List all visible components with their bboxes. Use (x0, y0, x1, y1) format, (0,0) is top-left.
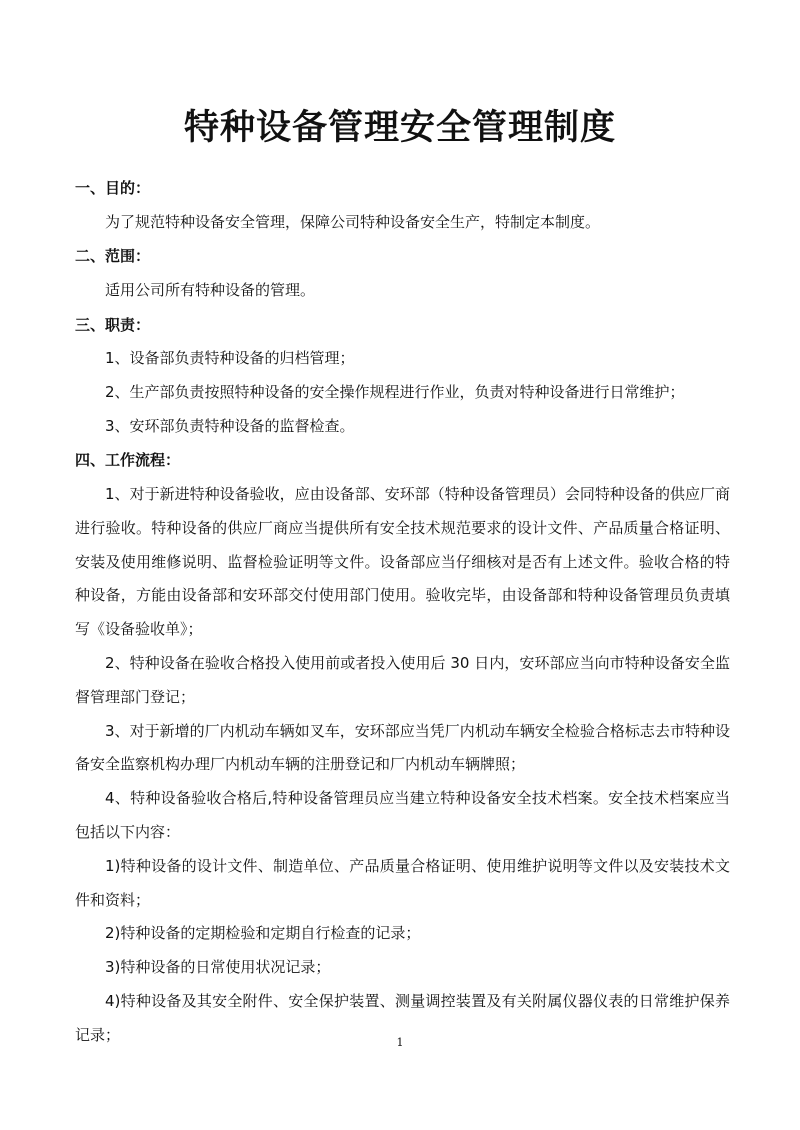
paragraph: 3、对于新增的厂内机动车辆如叉车，安环部应当凭厂内机动车辆安全检验合格标志去市特种设备安全监察机构办理厂内机动车辆的注册登记和厂内机动车辆牌照； (75, 721, 730, 774)
paragraph: 2、生产部负责按照特种设备的安全操作规程进行作业，负责对特种设备进行日常维护； (105, 382, 685, 401)
paragraph: 1)特种设备的设计文件、制造单位、产品质量合格证明、使用维护说明等文件以及安装技术文件和资料； (75, 856, 730, 909)
document-body (75, 171, 730, 1053)
paragraph: 4、特种设备验收合格后,特种设备管理员应当建立特种设备安全技术档案。安全技术档案应当包括以下内容： (75, 789, 730, 841)
paragraph: 2、特种设备在验收合格投入使用前或者投入使用后 30 日内，安环部应当向市特种设备安全监督管理部门登记； (75, 653, 730, 706)
paragraph: 3)特种设备的日常使用状况记录； (105, 958, 331, 977)
paragraph: 4)特种设备及其安全附件、安全保护装置、测量调控装置及有关附属仪器仪表的日常维护保养记录； (75, 991, 730, 1044)
section-heading-responsibilities: 三、职责： (75, 315, 151, 334)
paragraph: 1、设备部负责特种设备的归档管理； (105, 349, 355, 368)
document-title: 特种设备管理安全管理制度 (183, 108, 616, 148)
section-heading-workflow: 四、工作流程： (75, 451, 181, 470)
section-heading-purpose: 一、目的： (75, 179, 151, 197)
paragraph: 2)特种设备的定期检验和定期自行检查的记录； (105, 924, 421, 943)
paragraph: 适用公司所有特种设备的管理。 (105, 280, 316, 299)
paragraph: 为了规范特种设备安全管理，保障公司特种设备安全生产，特制定本制度。 (105, 212, 601, 231)
paragraph: 3、安环部负责特种设备的监督检查。 (105, 416, 355, 435)
paragraph: 1、对于新进特种设备验收，应由设备部、安环部（特种设备管理员）会同特种设备的供应厂商进行验收。特种设备的供应厂商应当提供所有安全技术规范要求的设计文件、产品质量合格证明、安装及使用维修说明、监督检验证明等文件。设备部应当仔细核对是否有上述文件。验收合格的特种设备，方能由设备部和安环部交付使用部门使用。验收完毕，由设备部和特种设备管理员负责填写《设备验收单》； (75, 484, 730, 639)
section-heading-scope: 二、范围： (75, 247, 151, 266)
page-number: 1 (396, 1036, 404, 1049)
